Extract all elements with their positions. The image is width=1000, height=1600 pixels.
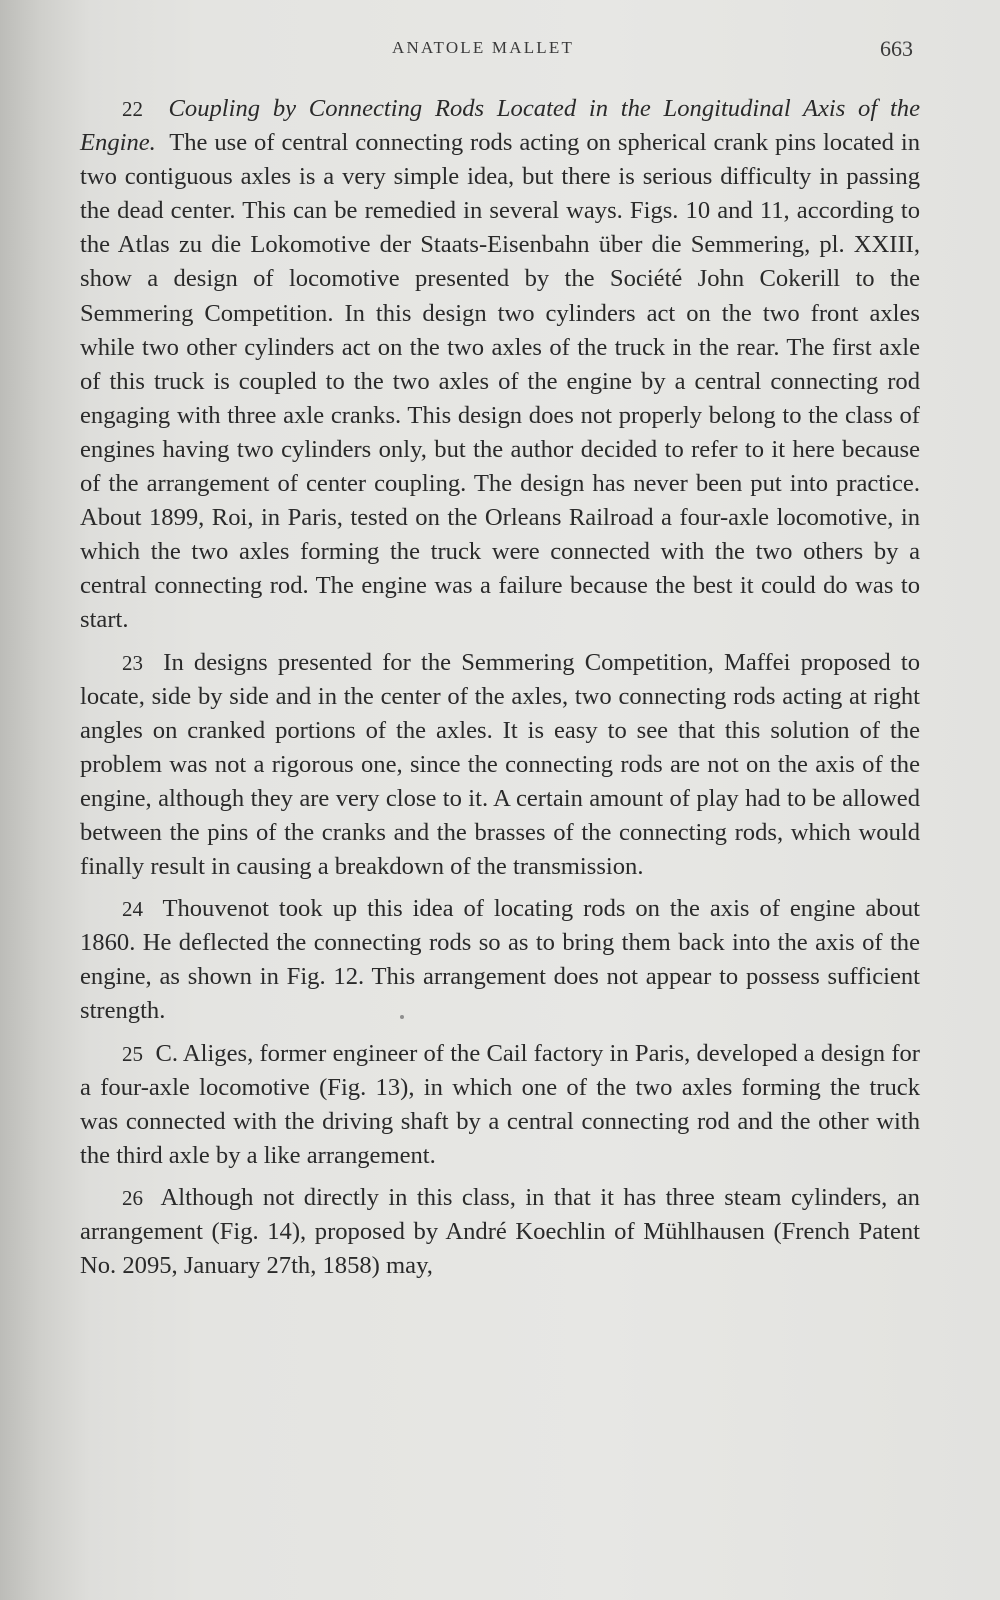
body-text (80, 92, 920, 1291)
running-header (0, 38, 1000, 68)
ink-speck (400, 1015, 404, 1019)
paragraph-text: In designs presented for the Semmering Competition, Maffei proposed to locate, side by side and in the center of the axles, two connecting rods acting at right angles on cranked portions of the axles. It is easy to see that this solution of the problem was not a rigorous one, since the connecting rods are not on the axis of the engine, although they are very close to it. A certain amount of play had to be allowed between the pins of the cranks and the brasses of the connecting rods, which would finally result in causing a breakdown of the transmission. (80, 648, 920, 881)
paragraph-number: 26 (122, 1185, 143, 1210)
paragraph-26 (80, 1181, 920, 1283)
paragraph-text: Although not directly in this class, in that it has three steam cylinders, an arrangement (Fig. 14), proposed by André Koechlin of Mühlhausen (French Patent No. 2095, January 27th, 1858) may, (80, 1183, 920, 1280)
paragraph-24 (80, 892, 920, 1028)
paragraph-25 (80, 1037, 920, 1173)
paragraph-text: Thouvenot took up this idea of locating rods on the axis of engine about 1860. He deflected the connecting rods so as to bring them back into the axis of the engine, as shown in Fig. 12. This arrangement does not appear to possess sufficient strength. (80, 895, 920, 1025)
running-title: ANATOLE MALLET (392, 38, 575, 57)
section-heading: Coupling by Connecting Rods Located in the Longitudinal Axis of the Engine. (80, 95, 920, 157)
paragraph-number: 22 (122, 97, 143, 121)
page-number: 663 (880, 36, 913, 61)
paragraph-text: C. Aliges, former engineer of the Cail factory in Paris, developed a design for a four-axle locomotive (Fig. 13), in which one of the two axles forming the truck was connected with the driving shaft by a central connecting rod and the other with the third axle by a like arrangement. (80, 1039, 921, 1169)
paragraph-number: 24 (122, 897, 143, 922)
paragraph-number: 23 (122, 650, 143, 675)
paragraph-22 (80, 92, 920, 638)
paragraph-text: The use of central connecting rods acting on spherical crank pins located in two contiguous axles is a very simple idea, but there is serious difficulty in passing the dead center. This can be remedied in several ways. Figs. 10 and 11, according to the Atlas zu die Lokomotive der Staats-Eisenbahn über die Semmering, pl. XXIII, show a design of locomotive presented by the Société John Cokerill to the Semmering Competition. In this design two cylinders act on the two front axles while two other cylinders act on the two axles of the truck in the rear. The first axle of this truck is coupled to the two axles of the engine by a central connecting rod engaging with three axle cranks. This design does not properly belong to the class of engines having two cylinders only, but the author decided to refer to it here because of the arrangement of center coupling. The design has never been put into practice. About 1899, Roi, in Paris, tested on the Orleans Railroad a four-axle locomotive, in which the two axles forming the truck were connected with the two others by a central connecting rod. The engine was a failure because the best it could do was to start. (80, 129, 920, 634)
paragraph-23 (80, 646, 920, 885)
paragraph-number: 25 (122, 1041, 143, 1066)
